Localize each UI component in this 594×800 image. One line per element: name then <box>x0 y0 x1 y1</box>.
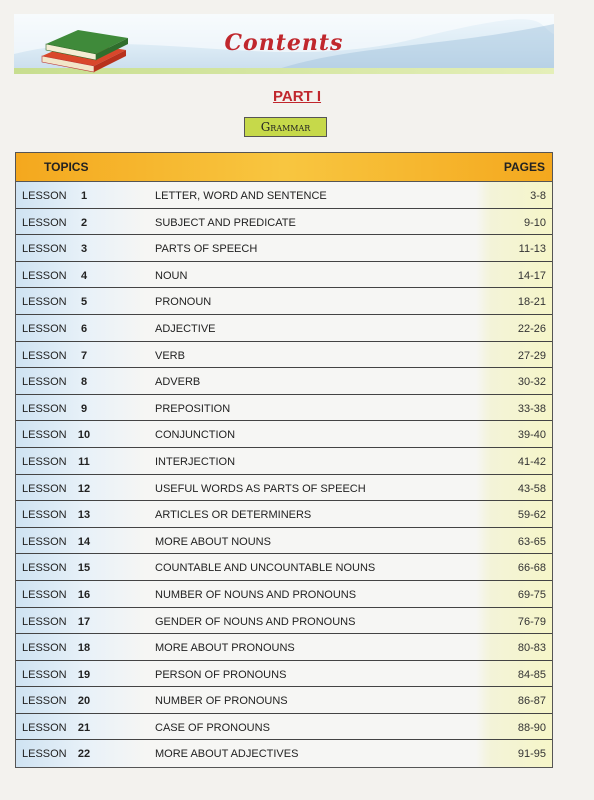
lesson-topic: LETTER, WORD AND SENTENCE <box>155 190 327 202</box>
table-row[interactable] <box>16 740 552 767</box>
lesson-topic: PRONOUN <box>155 296 212 309</box>
lesson-pages: 27-29 <box>517 349 546 362</box>
lesson-topic: NOUN <box>155 269 188 282</box>
table-row[interactable] <box>16 714 552 741</box>
lesson-topic: ADJECTIVE <box>155 322 216 335</box>
lesson-number: 2 <box>80 216 88 229</box>
table-row[interactable] <box>16 687 552 714</box>
table-header <box>16 153 552 182</box>
lesson-pages: 33-38 <box>517 402 546 415</box>
lesson-topic: GENDER OF NOUNS AND PRONOUNS <box>155 615 356 628</box>
header-banner <box>14 14 554 74</box>
lesson-topic: USEFUL WORDS AS PARTS OF SPEECH <box>155 482 366 495</box>
lesson-topic: NUMBER OF NOUNS AND PRONOUNS <box>155 588 357 601</box>
lesson-label: LESSON <box>22 695 67 708</box>
lesson-number: 22 <box>77 748 91 761</box>
lesson-label: LESSON <box>22 216 67 229</box>
lesson-label: LESSON <box>22 642 67 655</box>
pages-column-header: PAGES <box>503 160 545 174</box>
lesson-number: 10 <box>77 429 91 442</box>
lesson-pages: 30-32 <box>517 376 546 389</box>
lesson-pages: 11-13 <box>518 243 546 256</box>
lesson-number: 7 <box>80 349 88 362</box>
lesson-number: 15 <box>77 562 91 575</box>
lesson-label: LESSON <box>22 376 67 389</box>
lesson-pages: 84-85 <box>517 668 546 681</box>
table-row[interactable] <box>16 315 552 342</box>
lesson-pages: 88-90 <box>517 721 546 734</box>
lesson-label: LESSON <box>22 190 67 202</box>
lesson-pages: 69-75 <box>517 588 546 601</box>
table-row[interactable] <box>16 342 552 369</box>
table-row[interactable] <box>16 501 552 528</box>
lesson-label: LESSON <box>22 296 67 309</box>
lesson-pages: 76-79 <box>517 615 546 628</box>
lesson-pages: 80-83 <box>517 642 546 655</box>
lesson-label: LESSON <box>22 243 67 256</box>
table-row[interactable] <box>16 235 552 262</box>
lesson-label: LESSON <box>22 562 67 575</box>
lesson-label: LESSON <box>22 615 67 628</box>
lesson-label: LESSON <box>22 588 67 601</box>
lesson-number: 18 <box>77 642 91 655</box>
lesson-number: 12 <box>77 482 91 495</box>
table-row[interactable] <box>16 395 552 422</box>
contents-table <box>15 152 553 768</box>
lesson-number: 19 <box>77 668 91 681</box>
lesson-label: LESSON <box>22 721 67 734</box>
lesson-pages: 18-21 <box>517 296 546 309</box>
lesson-topic: MORE ABOUT PRONOUNS <box>155 642 295 655</box>
lesson-topic: MORE ABOUT NOUNS <box>155 535 271 548</box>
lesson-label: LESSON <box>22 509 67 522</box>
lesson-number: 3 <box>80 243 88 256</box>
lesson-number: 21 <box>77 721 91 734</box>
lesson-number: 20 <box>77 695 91 708</box>
lesson-number: 17 <box>77 615 91 628</box>
table-row[interactable] <box>16 448 552 475</box>
lesson-label: LESSON <box>22 429 67 442</box>
table-row[interactable] <box>16 209 552 236</box>
lesson-label: LESSON <box>22 748 67 761</box>
lesson-number: 1 <box>80 190 88 202</box>
lesson-pages: 59-62 <box>517 509 546 522</box>
lesson-number: 8 <box>80 376 88 389</box>
table-row[interactable] <box>16 182 552 209</box>
lesson-label: LESSON <box>22 535 67 548</box>
lesson-number: 5 <box>80 296 88 309</box>
lesson-number: 14 <box>77 535 91 548</box>
lesson-number: 4 <box>80 269 88 282</box>
lesson-topic: MORE ABOUT ADJECTIVES <box>155 748 299 761</box>
lesson-topic: ARTICLES OR DETERMINERS <box>155 509 312 522</box>
lesson-number: 13 <box>77 509 91 522</box>
lesson-label: LESSON <box>22 482 67 495</box>
table-row[interactable] <box>16 608 552 635</box>
lesson-topic: CASE OF PRONOUNS <box>155 721 270 734</box>
lesson-number: 11 <box>78 455 90 468</box>
table-row[interactable] <box>16 528 552 555</box>
lesson-topic: VERB <box>155 349 185 362</box>
lesson-topic: NUMBER OF PRONOUNS <box>155 695 288 708</box>
table-row[interactable] <box>16 581 552 608</box>
lesson-pages: 91-95 <box>517 748 546 761</box>
lesson-topic: PREPOSITION <box>155 402 231 415</box>
lesson-label: LESSON <box>22 455 67 468</box>
lesson-pages: 66-68 <box>517 562 546 575</box>
lesson-topic: PERSON OF PRONOUNS <box>155 668 287 681</box>
part-heading: PART I <box>272 88 322 105</box>
page-title: Contents <box>224 30 344 56</box>
topics-column-header: TOPICS <box>44 160 89 174</box>
lesson-topic: ADVERB <box>155 376 201 389</box>
table-body <box>16 182 552 767</box>
lesson-number: 6 <box>80 322 88 335</box>
lesson-topic: CONJUNCTION <box>155 429 236 442</box>
section-badge: Grammar <box>244 117 327 137</box>
lesson-label: LESSON <box>22 349 67 362</box>
table-row[interactable] <box>16 475 552 502</box>
table-row[interactable] <box>16 634 552 661</box>
table-row[interactable] <box>16 661 552 688</box>
lesson-pages: 39-40 <box>517 429 546 442</box>
lesson-topic: PARTS OF SPEECH <box>155 243 258 256</box>
table-row[interactable] <box>16 288 552 315</box>
lesson-label: LESSON <box>22 402 67 415</box>
lesson-topic: SUBJECT AND PREDICATE <box>155 216 296 229</box>
lesson-pages: 22-26 <box>517 322 546 335</box>
lesson-label: LESSON <box>22 668 67 681</box>
table-row[interactable] <box>16 368 552 395</box>
lesson-topic: INTERJECTION <box>155 455 236 468</box>
lesson-pages: 63-65 <box>517 535 546 548</box>
lesson-label: LESSON <box>22 322 67 335</box>
lesson-pages: 9-10 <box>523 216 546 229</box>
lesson-pages: 41-42 <box>517 455 546 468</box>
lesson-pages: 86-87 <box>517 695 546 708</box>
lesson-number: 16 <box>77 588 91 601</box>
lesson-pages: 43-58 <box>517 482 546 495</box>
lesson-pages: 3-8 <box>530 190 546 202</box>
table-row[interactable] <box>16 554 552 581</box>
lesson-number: 9 <box>80 402 88 415</box>
lesson-topic: COUNTABLE AND UNCOUNTABLE NOUNS <box>155 562 376 575</box>
table-row[interactable] <box>16 421 552 448</box>
lesson-label: LESSON <box>22 269 67 282</box>
table-row[interactable] <box>16 262 552 289</box>
lesson-pages: 14-17 <box>517 269 546 282</box>
